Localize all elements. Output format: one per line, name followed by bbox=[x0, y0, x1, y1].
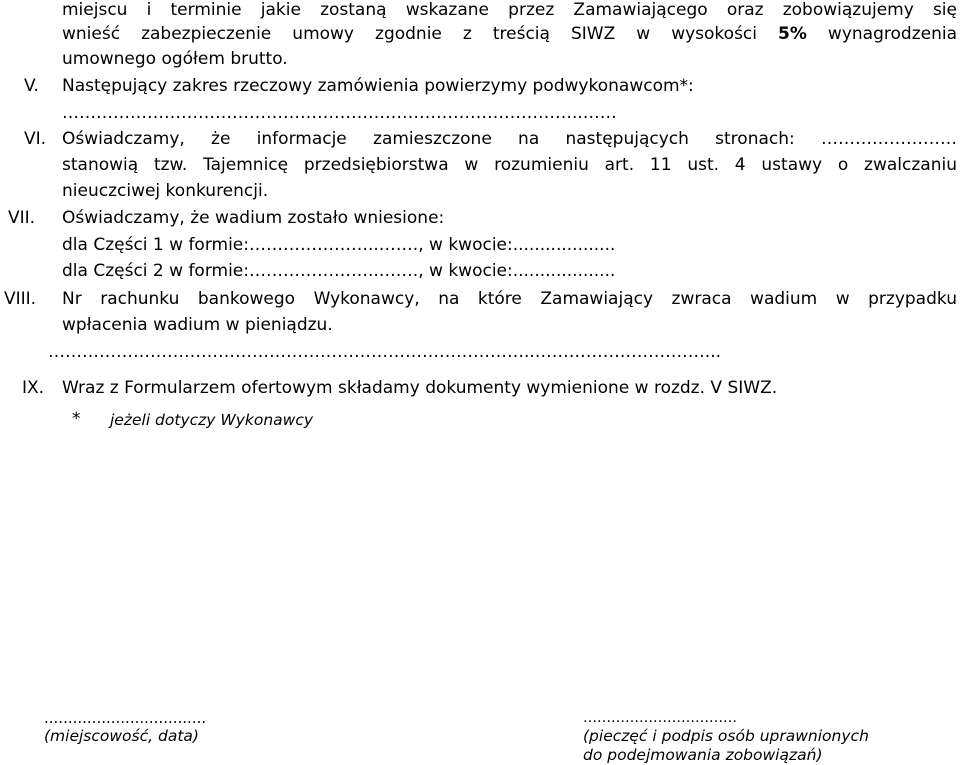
footnote-text: jeżeli dotyczy Wykonawcy bbox=[110, 411, 314, 429]
section-6-number: VI. bbox=[24, 129, 47, 149]
section-5-text: Następujący zakres rzeczowy zamówienia powierzymy podwykonawcom*: bbox=[62, 76, 694, 96]
section-8-line-1: Nr rachunku bankowego Wykonawcy, na które Zamawiający zwraca wadium w przypadku bbox=[62, 289, 957, 309]
intro-line-1: miejscu i terminie jakie zostaną wskazane przez Zamawiającego oraz zobowiązujemy się bbox=[62, 0, 957, 20]
section-7-text: Oświadczamy, że wadium zostało wniesione: bbox=[62, 208, 445, 228]
section-8-dots: …………………………………………………………………………..…………………………... bbox=[48, 342, 722, 362]
section-6-line-1: Oświadczamy, że informacje zamieszczone na następujących stronach: …………………… bbox=[62, 129, 957, 149]
intro-text-a: wnieść zabezpieczenie umowy zgodnie z treścią SIWZ w wysokości bbox=[62, 24, 779, 44]
signature-right-dots: …………………………… bbox=[583, 710, 737, 726]
section-8-line-2: wpłacenia wadium w pieniądzu. bbox=[62, 315, 333, 335]
section-9-number: IX. bbox=[22, 378, 45, 398]
signature-left-dots: .................................. bbox=[44, 709, 207, 727]
section-6-line-3: nieuczciwej konkurencji. bbox=[62, 181, 269, 201]
section-5-dots: ………………………………………………………………………………..…… bbox=[62, 103, 617, 123]
section-9-text: Wraz z Formularzem ofertowym składamy dokumenty wymienione w rozdz. V SIWZ. bbox=[62, 378, 778, 398]
percentage-value: 5% bbox=[778, 24, 807, 44]
signature-right-label-1: (pieczęć i podpis osób uprawnionych bbox=[583, 727, 869, 745]
section-7-part-1: dla Części 1 w formie:…………………..……., w kwocie:................... bbox=[62, 235, 616, 255]
section-6-line-2: stanowią tzw. Tajemnicę przedsiębiorstwa w rozumieniu art. 11 ust. 4 ustawy o zwalczaniu bbox=[62, 155, 957, 175]
signature-left-label: (miejscowość, data) bbox=[44, 727, 199, 745]
signature-right-label-2: do podejmowania zobowiązań) bbox=[583, 746, 823, 764]
section-5-number: V. bbox=[24, 76, 39, 96]
intro-line-2 bbox=[62, 24, 957, 44]
section-7-number: VII. bbox=[8, 208, 36, 228]
intro-line-3: umownego ogółem brutto. bbox=[62, 49, 288, 69]
section-7-part-2: dla Części 2 w formie:…………………..……., w kwocie:................... bbox=[62, 261, 616, 281]
footnote-mark: * bbox=[72, 409, 81, 429]
section-8-number: VIII. bbox=[4, 289, 37, 309]
intro-text-b: wynagrodzenia bbox=[806, 24, 957, 44]
